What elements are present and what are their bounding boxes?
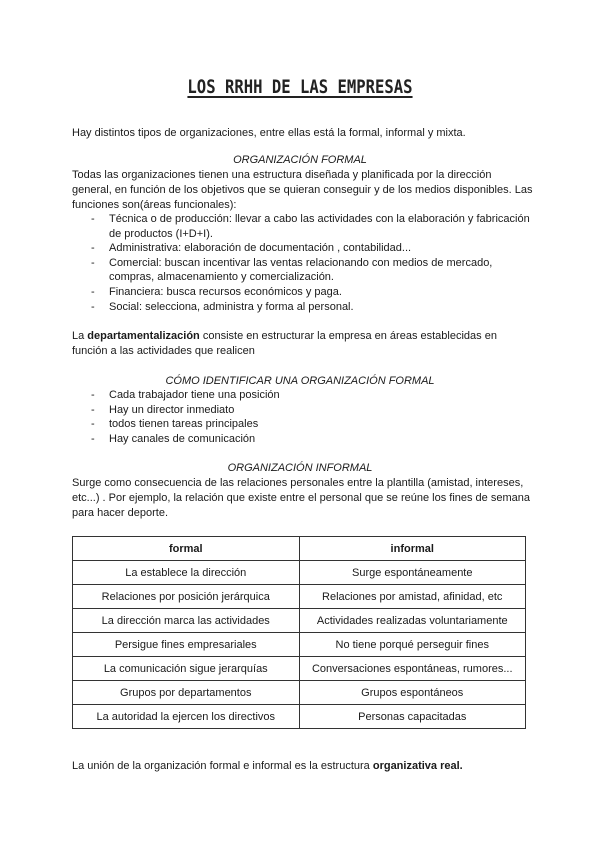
text-run: La unión de la organización formal e informal es la estructura [72, 760, 373, 772]
text-run: La [72, 330, 88, 342]
table-cell: Personas capacitadas [299, 705, 526, 729]
table-cell: La autoridad la ejercen los directivos [73, 705, 300, 729]
list-item: - Comercial: buscan incentivar las ventas relacionando con medios de mercado, compras, almacenamiento y comercialización. [72, 256, 534, 285]
table-cell: Actividades realizadas voluntariamente [299, 609, 526, 633]
table-cell: Grupos espontáneos [299, 681, 526, 705]
list-item: - Financiera: busca recursos económicos y paga. [72, 285, 534, 300]
table-row [73, 585, 526, 609]
table-cell: No tiene porqué perseguir fines [299, 633, 526, 657]
text-run: consiste en estructurar la empresa en áreas establecidas en función a las actividades que realicen [72, 330, 497, 357]
table-cell: Conversaciones espontáneas, rumores... [299, 657, 526, 681]
list-item: - todos tienen tareas principales [72, 417, 534, 432]
table-cell: Relaciones por posición jerárquica [73, 585, 300, 609]
functions-list [72, 212, 534, 314]
table-row [73, 609, 526, 633]
comparison-table [72, 536, 526, 729]
bold-term: departamentalización [87, 330, 200, 342]
intro-paragraph: Hay distintos tipos de organizaciones, entre ellas está la formal, informal y mixta. [72, 127, 466, 139]
informal-paragraph: Surge como consecuencia de las relaciones personales entre la plantilla (amistad, intereses, etc...) . Por ejemplo, la relación que existe entre el personal que se reúne los fines de semana para hacer deporte. [72, 477, 530, 519]
table-row [73, 681, 526, 705]
departamentalizacion-paragraph [72, 329, 534, 359]
table-cell: Grupos por departamentos [73, 681, 300, 705]
list-item: - Hay un director inmediato [72, 403, 534, 418]
column-header: informal [299, 537, 526, 561]
list-item: - Hay canales de comunicación [72, 432, 534, 447]
column-header: formal [73, 537, 300, 561]
table-cell: La establece la dirección [73, 561, 300, 585]
formal-paragraph: Todas las organizaciones tienen una estructura diseñada y planificada por la dirección general, en función de los objetivos que se quieran conseguir y de los medios disponibles. Las funciones son(áreas funcionales): [72, 169, 533, 211]
table-row [73, 561, 526, 585]
table-cell: La comunicación sigue jerarquías [73, 657, 300, 681]
heading-informal: ORGANIZACIÓN INFORMAL [227, 462, 373, 474]
table-row [73, 705, 526, 729]
document-title: LOS RRHH DE LAS EMPRESAS [187, 76, 413, 98]
heading-formal: ORGANIZACIÓN FORMAL [233, 154, 367, 166]
identificar-list [72, 388, 534, 446]
bold-term: organizativa real. [372, 760, 463, 772]
table-cell: Surge espontáneamente [299, 561, 526, 585]
list-item: - Administrativa: elaboración de documentación , contabilidad... [72, 241, 534, 256]
table-cell: Persigue fines empresariales [73, 633, 300, 657]
table-header-row [73, 537, 526, 561]
table-cell: La dirección marca las actividades [73, 609, 300, 633]
table-cell: Relaciones por amistad, afinidad, etc [299, 585, 526, 609]
list-item: - Cada trabajador tiene una posición [72, 388, 534, 403]
list-item: - Social: selecciona, administra y forma al personal. [72, 300, 534, 315]
table-row [73, 633, 526, 657]
list-item: - Técnica o de producción: llevar a cabo las actividades con la elaboración y fabricación de productos (I+D+I). [72, 212, 534, 241]
table-row [73, 657, 526, 681]
heading-identificar: CÓMO IDENTIFICAR UNA ORGANIZACIÓN FORMAL [165, 375, 435, 387]
conclusion-paragraph [72, 759, 534, 774]
